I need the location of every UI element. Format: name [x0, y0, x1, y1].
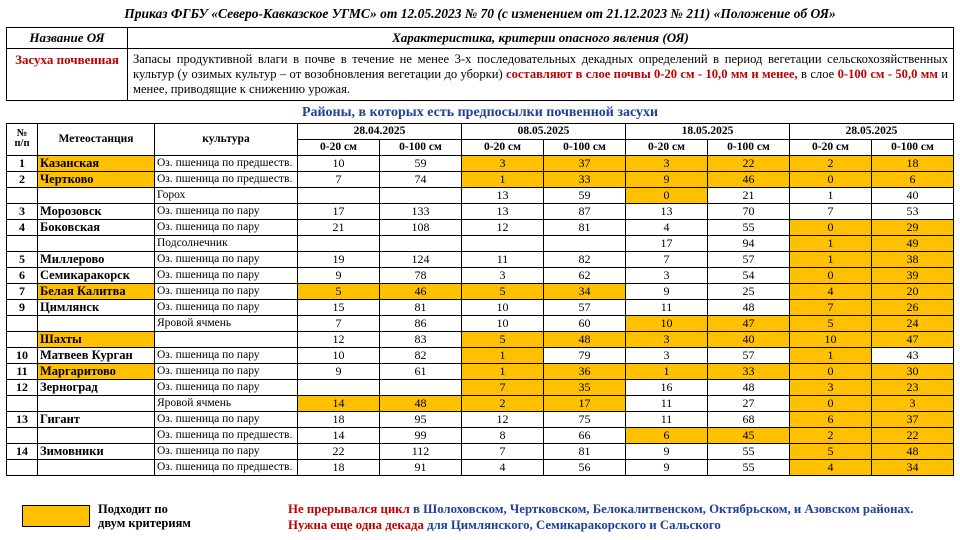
cell-value: 40: [872, 187, 954, 203]
note-blue-2: для Цимлянского, Семикаракорского и Сальского: [423, 518, 721, 533]
cell-value: 10: [298, 347, 380, 363]
cell-value: 25: [708, 283, 790, 299]
cell-value: 14: [298, 427, 380, 443]
cell-value: [298, 235, 380, 251]
cell-value: 30: [872, 363, 954, 379]
legend-label-line2: двум критериям: [98, 516, 191, 530]
cell-value: 12: [462, 411, 544, 427]
cell-value: 3: [462, 267, 544, 283]
cell-crop: Яровой ячмень: [155, 315, 298, 331]
cell-station: Гигант: [38, 411, 155, 427]
cell-value: 22: [298, 443, 380, 459]
table-row: [7, 283, 954, 299]
table-row: [7, 155, 954, 171]
cell-value: 16: [626, 379, 708, 395]
cell-value: 5: [790, 443, 872, 459]
cell-crop: Оз. пшеница по предшеств.: [155, 171, 298, 187]
cell-value: 3: [462, 155, 544, 171]
table-row: [7, 171, 954, 187]
cell-value: 12: [298, 331, 380, 347]
cell-value: 57: [544, 299, 626, 315]
desc-mid: в слое: [797, 66, 838, 81]
cell-value: 47: [872, 331, 954, 347]
cell-index: [7, 459, 38, 475]
legend-label-line1: Подходит по: [98, 502, 168, 516]
cell-value: 81: [544, 219, 626, 235]
cell-value: [380, 235, 462, 251]
cell-index: 13: [7, 411, 38, 427]
cell-value: 94: [708, 235, 790, 251]
col-header-np: № п/п: [7, 123, 38, 155]
cell-value: 36: [544, 363, 626, 379]
cell-crop: Оз. пшеница по пару: [155, 443, 298, 459]
cell-value: 7: [790, 203, 872, 219]
cell-value: 33: [544, 171, 626, 187]
cell-value: 10: [790, 331, 872, 347]
cell-index: 3: [7, 203, 38, 219]
cell-station: Семикаракорск: [38, 267, 155, 283]
cell-value: 55: [708, 219, 790, 235]
cell-value: 49: [872, 235, 954, 251]
cell-value: 12: [462, 219, 544, 235]
cell-value: 57: [708, 251, 790, 267]
legend: [22, 502, 191, 530]
cell-crop: Оз. пшеница по предшеств.: [155, 427, 298, 443]
cell-value: [298, 187, 380, 203]
table-row: [7, 235, 954, 251]
cell-value: 4: [790, 459, 872, 475]
col-header-depth-1-1: 0-100 см: [544, 139, 626, 155]
col-header-depth-1-0: 0-20 см: [462, 139, 544, 155]
footer-note: [288, 501, 948, 534]
cell-value: 2: [462, 395, 544, 411]
cell-crop: Яровой ячмень: [155, 395, 298, 411]
cell-value: 70: [708, 203, 790, 219]
cell-index: 11: [7, 363, 38, 379]
cell-value: 60: [544, 315, 626, 331]
cell-station: Боковская: [38, 219, 155, 235]
table-row: [7, 379, 954, 395]
cell-index: [7, 331, 38, 347]
cell-crop: Оз. пшеница по пару: [155, 347, 298, 363]
cell-value: 7: [462, 443, 544, 459]
cell-index: [7, 395, 38, 411]
note-red-2: Нужна еще одна декада: [288, 518, 424, 533]
cell-index: 4: [7, 219, 38, 235]
table-row: [7, 315, 954, 331]
cell-value: 3: [872, 395, 954, 411]
table-row: [7, 187, 954, 203]
cell-value: 9: [626, 443, 708, 459]
cell-value: 11: [626, 299, 708, 315]
cell-value: 35: [544, 379, 626, 395]
col-header-desc: Характеристика, критерии опасного явления (ОЯ): [128, 28, 954, 49]
table-row: [7, 427, 954, 443]
col-header-depth-2-0: 0-20 см: [626, 139, 708, 155]
cell-value: 13: [626, 203, 708, 219]
cell-value: 11: [462, 251, 544, 267]
cell-value: 7: [298, 315, 380, 331]
desc-red-1: составляют в слое почвы 0-20 см - 10,0 мм и менее,: [506, 66, 798, 81]
cell-value: 15: [298, 299, 380, 315]
cell-station: Миллерово: [38, 251, 155, 267]
cell-value: 99: [380, 427, 462, 443]
cell-value: 5: [462, 283, 544, 299]
cell-value: 48: [708, 299, 790, 315]
cell-value: [462, 235, 544, 251]
cell-value: 57: [708, 347, 790, 363]
cell-value: 55: [708, 459, 790, 475]
legend-swatch: [22, 505, 90, 527]
cell-value: 34: [872, 459, 954, 475]
cell-crop: [155, 331, 298, 347]
cell-value: 7: [790, 299, 872, 315]
cell-station: [38, 459, 155, 475]
cell-index: 9: [7, 299, 38, 315]
cell-value: 0: [790, 363, 872, 379]
table-row: [7, 251, 954, 267]
cell-value: 46: [708, 171, 790, 187]
hazard-description: [128, 49, 954, 101]
cell-value: [544, 235, 626, 251]
cell-value: 2: [790, 427, 872, 443]
cell-value: 5: [790, 315, 872, 331]
cell-value: 11: [626, 411, 708, 427]
cell-value: 112: [380, 443, 462, 459]
cell-crop: Оз. пшеница по пару: [155, 203, 298, 219]
cell-crop: Подсолнечник: [155, 235, 298, 251]
cell-value: 10: [462, 315, 544, 331]
definition-header-row: [7, 28, 954, 49]
table-row: [7, 443, 954, 459]
cell-value: 1: [626, 363, 708, 379]
cell-value: 17: [298, 203, 380, 219]
cell-value: 5: [298, 283, 380, 299]
cell-value: 79: [544, 347, 626, 363]
table-row: [7, 411, 954, 427]
cell-station: [38, 395, 155, 411]
cell-index: 10: [7, 347, 38, 363]
cell-value: 19: [298, 251, 380, 267]
cell-station: Маргаритово: [38, 363, 155, 379]
cell-value: 13: [462, 187, 544, 203]
cell-value: 8: [462, 427, 544, 443]
cell-value: 13: [462, 203, 544, 219]
cell-crop: Оз. пшеница по пару: [155, 363, 298, 379]
cell-value: 21: [708, 187, 790, 203]
cell-value: 4: [790, 283, 872, 299]
cell-value: 11: [626, 395, 708, 411]
cell-index: [7, 235, 38, 251]
cell-value: 53: [872, 203, 954, 219]
cell-station: Цимлянск: [38, 299, 155, 315]
cell-value: 7: [462, 379, 544, 395]
table-row: [7, 347, 954, 363]
cell-value: 18: [298, 459, 380, 475]
cell-crop: Оз. пшеница по пару: [155, 379, 298, 395]
cell-value: 37: [544, 155, 626, 171]
desc-red-2: 0-100 см - 50,0 мм: [837, 66, 938, 81]
cell-value: 124: [380, 251, 462, 267]
cell-value: 18: [872, 155, 954, 171]
cell-crop: Оз. пшеница по пару: [155, 283, 298, 299]
cell-value: 46: [380, 283, 462, 299]
cell-station: Казанская: [38, 155, 155, 171]
cell-value: 23: [872, 379, 954, 395]
cell-crop: Оз. пшеница по пару: [155, 267, 298, 283]
col-header-crop: культура: [155, 123, 298, 155]
col-header-depth-3-0: 0-20 см: [790, 139, 872, 155]
cell-value: 78: [380, 267, 462, 283]
cell-crop: Оз. пшеница по пару: [155, 219, 298, 235]
table-row: [7, 219, 954, 235]
note-red-1: Не прерывался цикл: [288, 501, 410, 516]
cell-station: [38, 315, 155, 331]
cell-value: 108: [380, 219, 462, 235]
note-blue-1: в Шолоховском, Чертковском, Белокалитвенском, Октябрьском, и Азовском районах.: [409, 501, 914, 516]
cell-value: 1: [790, 187, 872, 203]
table-row: [7, 299, 954, 315]
col-header-date-0: 28.04.2025: [298, 123, 462, 139]
col-header-date-2: 18.05.2025: [626, 123, 790, 139]
cell-value: 3: [626, 155, 708, 171]
cell-station: [38, 235, 155, 251]
cell-value: 133: [380, 203, 462, 219]
table-row: [7, 459, 954, 475]
cell-index: [7, 427, 38, 443]
desc-part-1: Запасы продуктивной влаги в почве в течение не менее 3-х последовательных декадных определений в период вегетации сельскохозяйственных культур (у озимых культур – от возобновления вегетации до уборки): [133, 52, 948, 81]
section-title: Районы, в которых есть предпосылки почвенной засухи: [301, 104, 659, 120]
cell-value: 17: [626, 235, 708, 251]
cell-value: 26: [872, 299, 954, 315]
cell-value: 17: [544, 395, 626, 411]
cell-index: 6: [7, 267, 38, 283]
cell-crop: Оз. пшеница по предшеств.: [155, 459, 298, 475]
drought-data-table: [6, 123, 954, 476]
cell-value: [380, 187, 462, 203]
cell-value: 48: [380, 395, 462, 411]
cell-value: 7: [298, 171, 380, 187]
cell-value: 75: [544, 411, 626, 427]
desc-part-2: и менее, приводящие к снижению урожая.: [133, 66, 948, 96]
cell-station: Белая Калитва: [38, 283, 155, 299]
cell-value: 81: [380, 299, 462, 315]
cell-value: 0: [790, 395, 872, 411]
cell-crop: Горох: [155, 187, 298, 203]
table-head: [7, 123, 954, 155]
col-header-depth-0-0: 0-20 см: [298, 139, 380, 155]
col-header-depth-0-1: 0-100 см: [380, 139, 462, 155]
cell-value: 81: [544, 443, 626, 459]
cell-value: 91: [380, 459, 462, 475]
cell-value: 59: [380, 155, 462, 171]
cell-value: 0: [626, 187, 708, 203]
cell-station: Шахты: [38, 331, 155, 347]
cell-value: 6: [872, 171, 954, 187]
cell-crop: Оз. пшеница по пару: [155, 411, 298, 427]
cell-index: [7, 315, 38, 331]
cell-value: 20: [872, 283, 954, 299]
definition-table: [6, 27, 954, 101]
cell-station: Морозовск: [38, 203, 155, 219]
cell-value: 40: [708, 331, 790, 347]
cell-value: 95: [380, 411, 462, 427]
cell-value: 3: [626, 331, 708, 347]
cell-index: 14: [7, 443, 38, 459]
cell-index: 12: [7, 379, 38, 395]
cell-value: [298, 379, 380, 395]
cell-value: 10: [462, 299, 544, 315]
cell-crop: Оз. пшеница по предшеств.: [155, 155, 298, 171]
cell-value: 1: [462, 171, 544, 187]
cell-value: 24: [872, 315, 954, 331]
cell-station: Зерноград: [38, 379, 155, 395]
cell-value: 74: [380, 171, 462, 187]
definition-row: [7, 49, 954, 101]
col-header-date-1: 08.05.2025: [462, 123, 626, 139]
cell-value: 14: [298, 395, 380, 411]
cell-value: 1: [790, 347, 872, 363]
cell-value: 7: [626, 251, 708, 267]
cell-value: 6: [626, 427, 708, 443]
cell-value: 37: [872, 411, 954, 427]
cell-value: 39: [872, 267, 954, 283]
cell-value: [380, 379, 462, 395]
cell-value: 3: [626, 347, 708, 363]
cell-value: 82: [380, 347, 462, 363]
cell-value: 27: [708, 395, 790, 411]
cell-index: 2: [7, 171, 38, 187]
table-body: [7, 155, 954, 475]
cell-value: 22: [872, 427, 954, 443]
col-header-depth-3-1: 0-100 см: [872, 139, 954, 155]
cell-value: 48: [544, 331, 626, 347]
cell-value: 47: [708, 315, 790, 331]
cell-value: 18: [298, 411, 380, 427]
cell-value: 59: [544, 187, 626, 203]
cell-value: 6: [790, 411, 872, 427]
cell-value: 10: [298, 155, 380, 171]
cell-value: 4: [626, 219, 708, 235]
cell-crop: Оз. пшеница по пару: [155, 299, 298, 315]
cell-value: 43: [872, 347, 954, 363]
cell-value: 10: [626, 315, 708, 331]
cell-station: [38, 427, 155, 443]
cell-value: 62: [544, 267, 626, 283]
cell-value: 9: [626, 283, 708, 299]
cell-value: 66: [544, 427, 626, 443]
cell-value: 9: [298, 267, 380, 283]
cell-value: 1: [790, 235, 872, 251]
cell-value: 2: [790, 155, 872, 171]
cell-value: 4: [462, 459, 544, 475]
col-header-station: Метеостанция: [38, 123, 155, 155]
cell-index: [7, 187, 38, 203]
table-row: [7, 331, 954, 347]
cell-value: 1: [790, 251, 872, 267]
cell-station: [38, 187, 155, 203]
table-row: [7, 363, 954, 379]
cell-value: 22: [708, 155, 790, 171]
cell-value: 1: [462, 347, 544, 363]
cell-value: 61: [380, 363, 462, 379]
cell-value: 83: [380, 331, 462, 347]
table-row: [7, 267, 954, 283]
table-row: [7, 395, 954, 411]
header-row-1: [7, 123, 954, 139]
cell-value: 0: [790, 219, 872, 235]
cell-value: 68: [708, 411, 790, 427]
cell-value: 82: [544, 251, 626, 267]
cell-value: 1: [462, 363, 544, 379]
cell-value: 0: [790, 171, 872, 187]
cell-value: 56: [544, 459, 626, 475]
cell-index: 7: [7, 283, 38, 299]
col-header-name: Название ОЯ: [7, 28, 128, 49]
cell-value: 34: [544, 283, 626, 299]
cell-value: 48: [872, 443, 954, 459]
cell-value: 0: [790, 267, 872, 283]
cell-value: 38: [872, 251, 954, 267]
cell-value: 48: [708, 379, 790, 395]
cell-value: 3: [626, 267, 708, 283]
col-header-depth-2-1: 0-100 см: [708, 139, 790, 155]
hazard-name: Засуха почвенная: [7, 49, 128, 101]
table-row: [7, 203, 954, 219]
cell-value: 33: [708, 363, 790, 379]
cell-value: 54: [708, 267, 790, 283]
cell-value: 55: [708, 443, 790, 459]
cell-value: 3: [790, 379, 872, 395]
cell-value: 29: [872, 219, 954, 235]
cell-index: 1: [7, 155, 38, 171]
col-header-date-3: 28.05.2025: [790, 123, 954, 139]
cell-station: Зимовники: [38, 443, 155, 459]
cell-index: 5: [7, 251, 38, 267]
cell-value: 45: [708, 427, 790, 443]
cell-crop: Оз. пшеница по пару: [155, 251, 298, 267]
cell-value: 5: [462, 331, 544, 347]
cell-value: 9: [626, 459, 708, 475]
legend-label: [98, 502, 191, 530]
cell-value: 9: [626, 171, 708, 187]
cell-value: 21: [298, 219, 380, 235]
cell-station: Чертково: [38, 171, 155, 187]
cell-value: 9: [298, 363, 380, 379]
cell-station: Матвеев Курган: [38, 347, 155, 363]
cell-value: 87: [544, 203, 626, 219]
page-title: Приказ ФГБУ «Северо-Кавказское УГМС» от 12.05.2023 № 70 (с изменением от 21.12.2023 № 211) «Положение об ОЯ»: [124, 6, 836, 21]
cell-value: 86: [380, 315, 462, 331]
